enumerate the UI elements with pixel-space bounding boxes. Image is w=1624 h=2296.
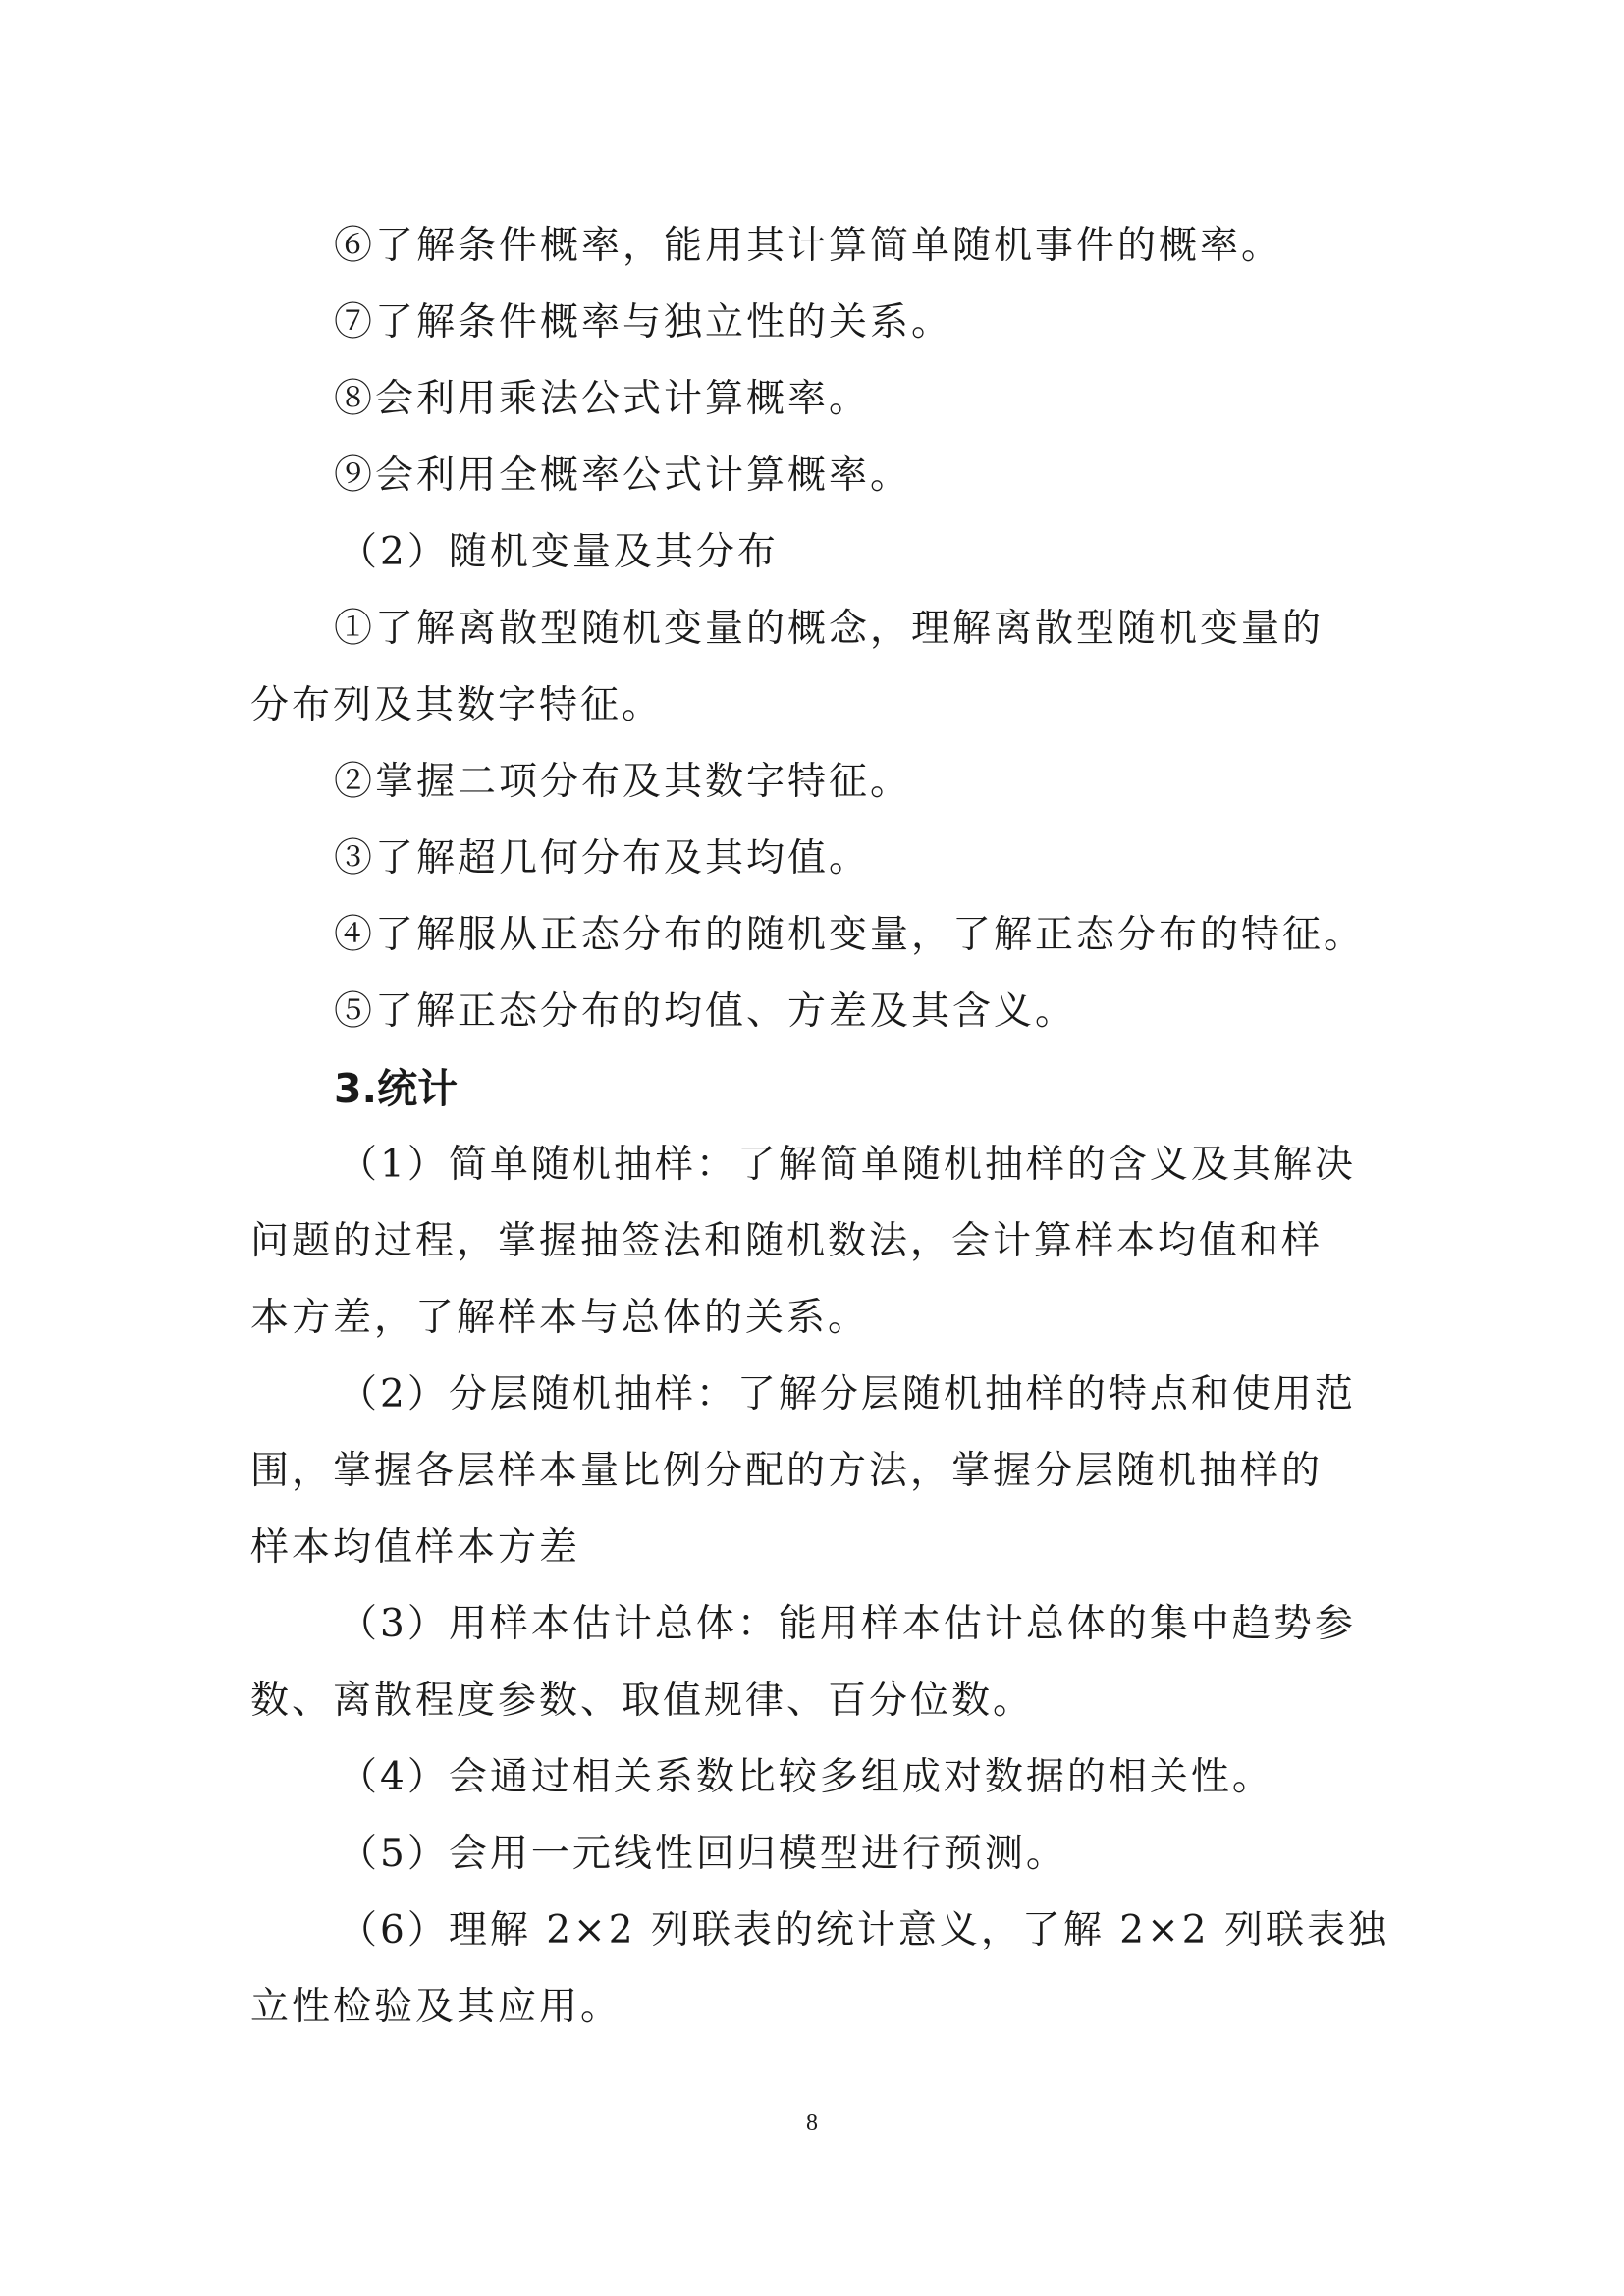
random-variables-heading: （2）随机变量及其分布 <box>339 530 779 574</box>
page-number: 8 <box>806 2110 818 2136</box>
probability-item-7: ⑦了解条件概率与独立性的关系。 <box>334 300 953 345</box>
stats-item-6-line-2: 立性检验及其应用。 <box>250 1985 623 2029</box>
stats-item-3-line-1: （3）用样本估计总体：能用样本估计总体的集中趋势参 <box>339 1602 1356 1646</box>
stats-item-4: （4）会通过相关系数比较多组成对数据的相关性。 <box>339 1755 1273 1799</box>
rv-item-3: ③了解超几何分布及其均值。 <box>334 836 871 881</box>
stats-item-2-line-2: 围，掌握各层样本量比例分配的方法，掌握分层随机抽样的 <box>250 1449 1324 1493</box>
statistics-heading: 3.统计 <box>334 1065 459 1112</box>
stats-item-3-line-2: 数、离散程度参数、取值规律、百分位数。 <box>250 1679 1035 1723</box>
stats-item-2-line-3: 样本均值样本方差 <box>250 1525 581 1570</box>
probability-item-9: ⑨会利用全概率公式计算概率。 <box>334 454 912 498</box>
stats-item-1-line-2: 问题的过程，掌握抽签法和随机数法，会计算样本均值和样 <box>250 1219 1324 1263</box>
stats-item-2-line-1: （2）分层随机抽样：了解分层随机抽样的特点和使用范 <box>339 1372 1356 1416</box>
stats-item-1-line-3: 本方差，了解样本与总体的关系。 <box>250 1296 870 1340</box>
probability-item-6: ⑥了解条件概率，能用其计算简单随机事件的概率。 <box>334 224 1283 268</box>
rv-item-1-line-2: 分布列及其数字特征。 <box>250 683 664 727</box>
probability-item-8: ⑧会利用乘法公式计算概率。 <box>334 377 871 421</box>
rv-item-5: ⑤了解正态分布的均值、方差及其含义。 <box>334 989 1077 1034</box>
rv-item-1-line-1: ①了解离散型随机变量的概念，理解离散型随机变量的 <box>334 607 1325 651</box>
stats-item-6-line-1: （6）理解 2×2 列联表的统计意义，了解 2×2 列联表独 <box>339 1908 1390 1952</box>
stats-item-5: （5）会用一元线性回归模型进行预测。 <box>339 1832 1067 1876</box>
rv-item-2: ②掌握二项分布及其数字特征。 <box>334 760 912 804</box>
rv-item-4: ④了解服从正态分布的随机变量，了解正态分布的特征。 <box>334 913 1366 957</box>
stats-item-1-line-1: （1）简单随机抽样：了解简单随机抽样的含义及其解决 <box>339 1143 1356 1187</box>
